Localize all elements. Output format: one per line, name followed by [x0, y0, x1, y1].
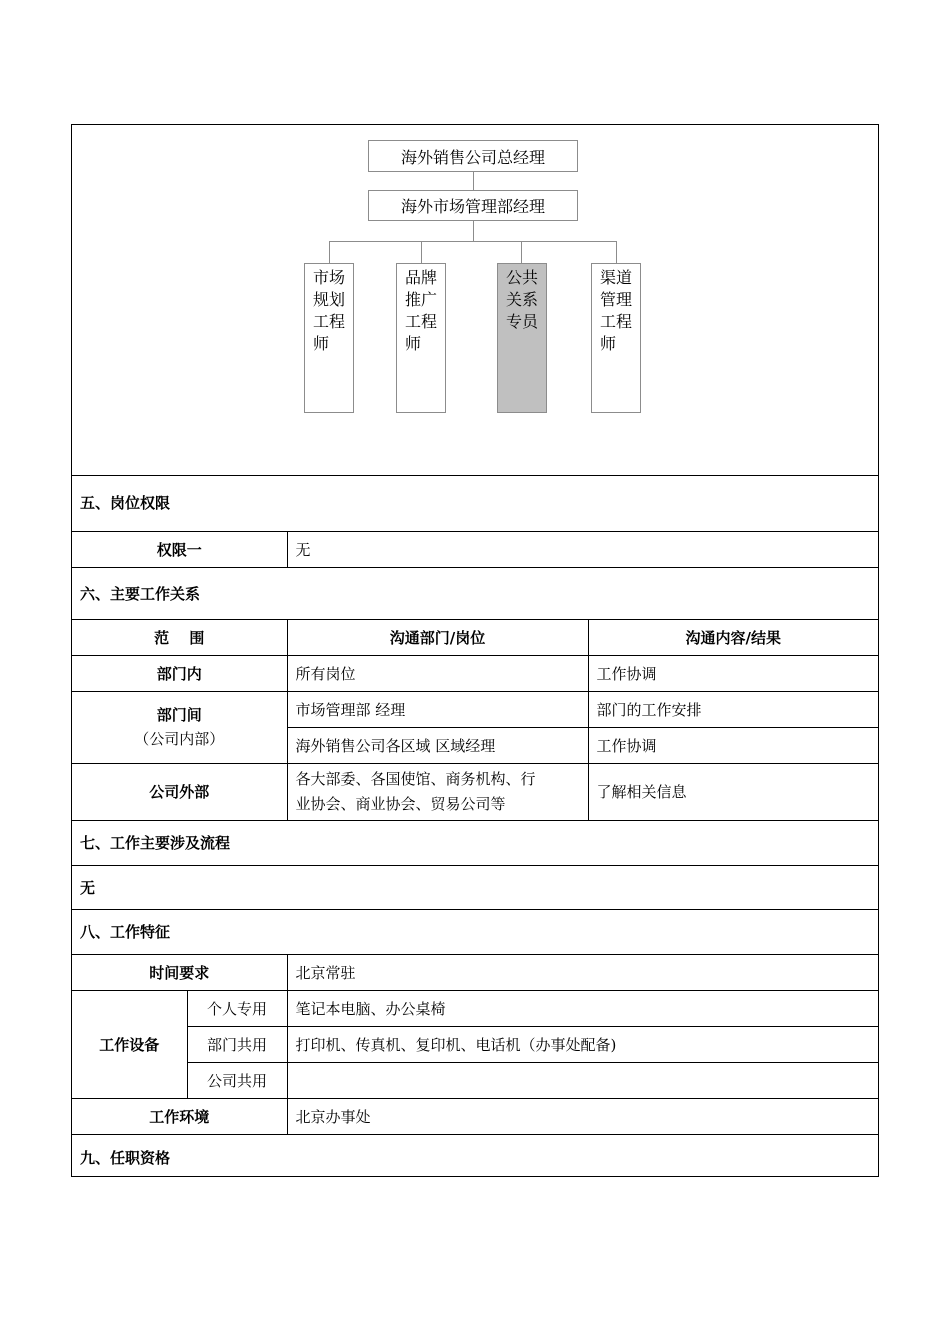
section-title-qualifications: 九、任职资格: [72, 1134, 878, 1180]
org-connector: [473, 221, 474, 241]
header-scope: 范 围: [72, 619, 287, 655]
org-box-general-manager: 海外销售公司总经理: [368, 140, 578, 172]
dept-value-line2: 业协会、商业协会、贸易公司等: [295, 794, 506, 813]
job-detail-table: [72, 475, 878, 1180]
org-box-brand-promotion-engineer: 品牌 推广 工程 师: [396, 263, 446, 413]
section-title-work-features: 八、工作特征: [72, 909, 878, 954]
dept-value: [287, 763, 588, 820]
content-value: 了解相关信息: [588, 763, 878, 820]
content-value: 工作协调: [588, 727, 878, 763]
equipment-sub-department: 部门共用: [187, 1026, 287, 1062]
equipment-value: 笔记本电脑、办公桌椅: [287, 990, 878, 1026]
section-title-relations: 六、主要工作关系: [72, 567, 878, 619]
time-requirement-value: 北京常驻: [287, 954, 878, 990]
section-title-process: 七、工作主要涉及流程: [72, 820, 878, 865]
org-connector: [616, 241, 617, 263]
dept-value: 海外销售公司各区域 区域经理: [287, 727, 588, 763]
equipment-sub-company: 公司共用: [187, 1062, 287, 1098]
process-value: 无: [72, 865, 878, 909]
content-value: 部门的工作安排: [588, 691, 878, 727]
equipment-value: [287, 1062, 878, 1098]
org-connector: [329, 241, 617, 242]
job-description-sheet: [71, 124, 879, 1177]
org-connector: [473, 172, 474, 190]
work-environment-label: 工作环境: [72, 1098, 287, 1134]
scope-inter-dept-line2: （公司内部）: [134, 730, 225, 748]
authority-label: 权限一: [72, 531, 287, 567]
org-box-market-planning-engineer: 市场 规划 工程 师: [304, 263, 354, 413]
org-box-dept-manager: 海外市场管理部经理: [368, 190, 578, 221]
org-connector: [521, 241, 522, 263]
scope-inter-dept: [72, 691, 287, 763]
scope-internal-dept: 部门内: [72, 655, 287, 691]
work-environment-value: 北京办事处: [287, 1098, 878, 1134]
dept-value-line1: 各大部委、各国使馆、商务机构、行: [295, 769, 536, 788]
equipment-sub-personal: 个人专用: [187, 990, 287, 1026]
org-chart: [72, 125, 878, 476]
dept-value: 市场管理部 经理: [287, 691, 588, 727]
org-box-channel-management-engineer: 渠道 管理 工程 师: [591, 263, 641, 413]
org-connector: [329, 241, 330, 263]
section-title-authority: 五、岗位权限: [72, 475, 878, 531]
org-box-public-relations-specialist: 公共 关系 专员: [497, 263, 547, 413]
header-content: 沟通内容/结果: [588, 619, 878, 655]
scope-external: 公司外部: [72, 763, 287, 820]
dept-value: 所有岗位: [287, 655, 588, 691]
equipment-label: 工作设备: [72, 990, 187, 1098]
time-requirement-label: 时间要求: [72, 954, 287, 990]
content-value: 工作协调: [588, 655, 878, 691]
header-dept: 沟通部门/岗位: [287, 619, 588, 655]
org-connector: [421, 241, 422, 263]
equipment-value: 打印机、传真机、复印机、电话机（办事处配备): [287, 1026, 878, 1062]
authority-value: 无: [287, 531, 878, 567]
scope-inter-dept-line1: 部门间: [156, 706, 202, 724]
